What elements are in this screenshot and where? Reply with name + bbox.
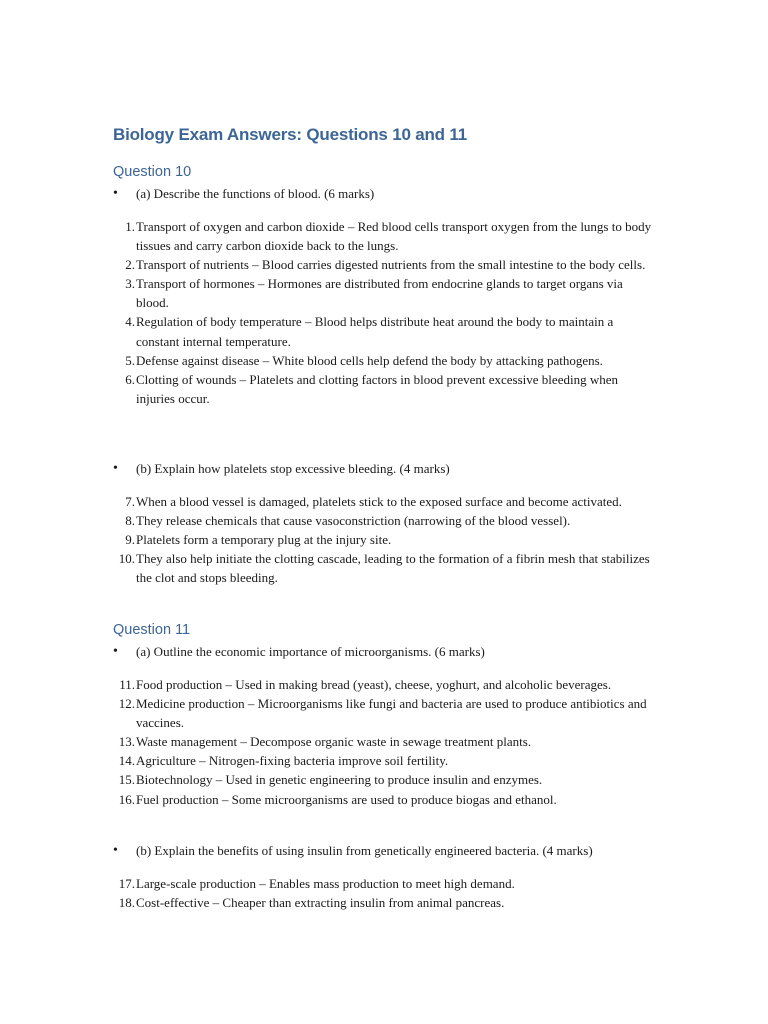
item-number: 12. bbox=[118, 696, 135, 712]
item-number: 13. bbox=[118, 734, 135, 750]
item-text: Food production – Used in making bread (yeast), cheese, yoghurt, and alcoholic beverages. bbox=[136, 677, 612, 692]
answer-list bbox=[113, 874, 658, 912]
list-item bbox=[113, 255, 658, 274]
item-text: Large-scale production – Enables mass production to meet high demand. bbox=[136, 876, 515, 891]
list-item bbox=[113, 217, 658, 255]
item-number: 1. bbox=[125, 219, 135, 234]
list-item bbox=[113, 492, 658, 511]
list-item bbox=[113, 751, 658, 770]
item-text: Cost-effective – Cheaper than extracting insulin from animal pancreas. bbox=[136, 895, 505, 911]
bullet-icon: • bbox=[113, 461, 118, 476]
item-text: Transport of hormones – Hormones are distributed from endocrine glands to target organs via blood. bbox=[136, 276, 623, 311]
prompt-text: (a) Describe the functions of blood. (6 marks) bbox=[136, 186, 375, 201]
prompt-text: (b) Explain how platelets stop excessive bleeding. (4 marks) bbox=[136, 461, 450, 476]
list-item bbox=[113, 530, 658, 549]
list-item bbox=[113, 790, 658, 809]
item-text: They release chemicals that cause vasoconstriction (narrowing of the blood vessel). bbox=[136, 513, 571, 529]
item-number: 2. bbox=[125, 257, 135, 273]
item-text: Fuel production – Some microorganisms are used to produce biogas and ethanol. bbox=[136, 791, 557, 807]
answer-list bbox=[113, 675, 658, 809]
prompt-text: (b) Explain the benefits of using insulin from genetically engineered bacteria. (4 marks) bbox=[136, 843, 593, 858]
list-item bbox=[113, 511, 658, 530]
list-item bbox=[113, 770, 658, 789]
item-number: 7. bbox=[125, 494, 135, 509]
list-item bbox=[113, 351, 658, 370]
item-number: 10. bbox=[118, 551, 135, 567]
item-number: 18. bbox=[118, 895, 135, 911]
item-number: 4. bbox=[125, 314, 135, 330]
item-text: Transport of oxygen and carbon dioxide – Red blood cells transport oxygen from the lungs to body tissues and carry carbon dioxide back to the lungs. bbox=[136, 219, 652, 254]
item-text: Medicine production – Microorganisms like fungi and bacteria are used to produce antibiotics and vaccines. bbox=[136, 696, 647, 731]
item-number: 6. bbox=[125, 371, 135, 387]
item-text: Clotting of wounds – Platelets and clotting factors in blood prevent excessive bleeding when injuries occur. bbox=[136, 371, 618, 406]
question-10-heading: Question 10 bbox=[113, 164, 192, 180]
list-item bbox=[113, 549, 658, 587]
item-text: Defense against disease – White blood cells help defend the body by attacking pathogens. bbox=[136, 352, 603, 368]
item-number: 17. bbox=[118, 876, 135, 891]
item-text: Transport of nutrients – Blood carries digested nutrients from the small intestine to the body cells. bbox=[136, 257, 646, 273]
prompt-text: (a) Outline the economic importance of microorganisms. (6 marks) bbox=[136, 644, 485, 659]
item-text: Agriculture – Nitrogen-fixing bacteria improve soil fertility. bbox=[136, 753, 449, 769]
item-text: When a blood vessel is damaged, platelets stick to the exposed surface and become activated. bbox=[136, 494, 622, 509]
bullet-icon: • bbox=[113, 186, 118, 201]
list-item bbox=[113, 370, 658, 408]
item-number: 9. bbox=[125, 532, 135, 548]
item-text: Waste management – Decompose organic waste in sewage treatment plants. bbox=[136, 734, 532, 750]
item-number: 5. bbox=[125, 352, 135, 368]
item-text: Biotechnology – Used in genetic engineering to produce insulin and enzymes. bbox=[136, 772, 543, 788]
answer-list bbox=[113, 217, 658, 408]
list-item bbox=[113, 874, 658, 893]
item-number: 3. bbox=[125, 276, 135, 292]
answer-list bbox=[113, 492, 658, 587]
list-item bbox=[113, 274, 658, 312]
item-number: 14. bbox=[118, 753, 135, 769]
list-item bbox=[113, 732, 658, 751]
item-number: 8. bbox=[125, 513, 135, 529]
item-text: They also help initiate the clotting cascade, leading to the formation of a fibrin mesh that stabilizes the clot and stops bleeding. bbox=[136, 551, 650, 586]
question-11-heading: Question 11 bbox=[113, 622, 191, 638]
item-number: 11. bbox=[119, 677, 135, 692]
bullet-icon: • bbox=[113, 644, 118, 659]
item-number: 16. bbox=[118, 791, 135, 807]
list-item bbox=[113, 675, 658, 694]
document-title: Biology Exam Answers: Questions 10 and 11 bbox=[113, 125, 467, 144]
item-number: 15. bbox=[118, 772, 135, 788]
list-item bbox=[113, 694, 658, 732]
item-text: Regulation of body temperature – Blood helps distribute heat around the body to maintain a constant internal temperature. bbox=[136, 314, 614, 349]
item-text: Platelets form a temporary plug at the injury site. bbox=[136, 532, 392, 548]
list-item bbox=[113, 893, 658, 912]
bullet-icon: • bbox=[113, 843, 118, 858]
list-item bbox=[113, 312, 658, 350]
